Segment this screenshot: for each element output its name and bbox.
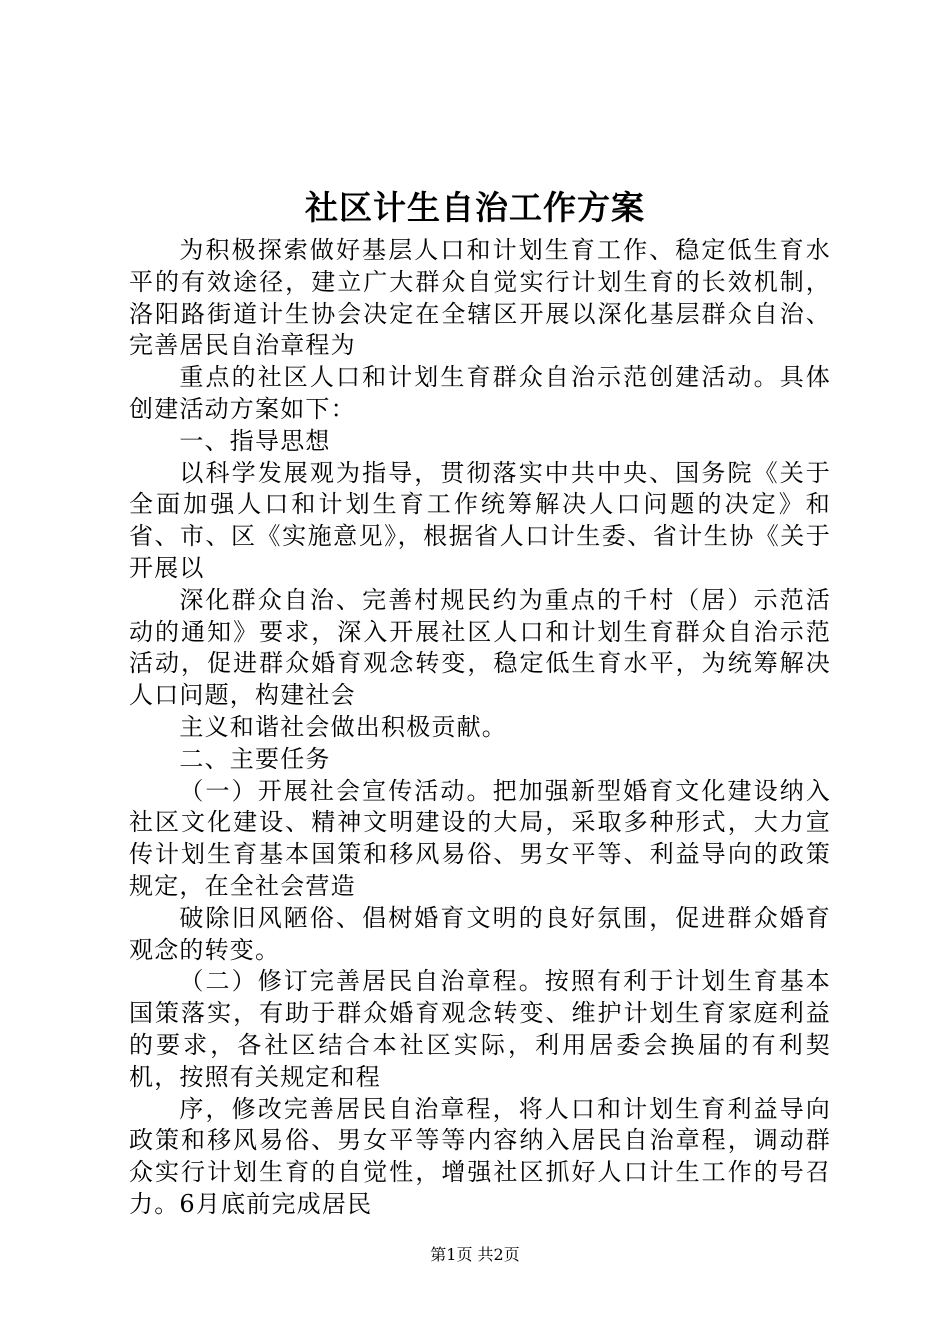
paragraph-task-two: （二）修订完善居民自治章程。按照有利于计划生育基本国策落实，有助于群众婚育观念转变、维护计划生育家庭利益的要求，各社区结合本社区实际，利用居委会换届的有利契机，按照有关规定和程 (129, 967, 831, 1091)
paragraph-task-one-continued: 破除旧风陋俗、倡树婚育文明的良好氛围，促进群众婚育观念的转变。 (129, 903, 831, 964)
paragraph-intro: 为积极探索做好基层人口和计划生育工作、稳定低生育水平的有效途径，建立广大群众自觉实行计划生育的长效机制，洛阳路街道计生协会决定在全辖区开展以深化基层群众自治、完善居民自治章程为 (129, 236, 831, 360)
paragraph-guiding-thought: 以科学发展观为指导，贯彻落实中共中央、国务院《关于全面加强人口和计划生育工作统筹解决人口问题的决定》和省、市、区《实施意见》，根据省人口计生委、省计生协《关于开展以 (129, 458, 831, 582)
section-heading-guiding-thought: 一、指导思想 (179, 426, 331, 455)
page-number-footer: 第1页 共2页 (430, 1245, 520, 1264)
document-title: 社区计生自治工作方案 (305, 188, 645, 227)
document-body (129, 235, 831, 1221)
paragraph-guiding-thought-end: 主义和谐社会做出积极贡献。 (179, 712, 507, 741)
section-heading-main-tasks: 二、主要任务 (179, 744, 331, 773)
paragraph-task-two-continued: 序，修改完善居民自治章程，将人口和计划生育利益导向政策和移风易俗、男女平等等内容纳入居民自治章程，调动群众实行计划生育的自觉性，增强社区抓好人口计生工作的号召力。6月底前完成居民 (129, 1094, 831, 1218)
paragraph-task-one: （一）开展社会宣传活动。把加强新型婚育文化建设纳入社区文化建设、精神文明建设的大局，采取多种形式，大力宣传计划生育基本国策和移风易俗、男女平等、利益导向的政策规定，在全社会营造 (129, 776, 831, 900)
paragraph-intro-continued: 重点的社区人口和计划生育群众自治示范创建活动。具体创建活动方案如下： (129, 363, 831, 423)
paragraph-guiding-thought-continued: 深化群众自治、完善村规民约为重点的千村（居）示范活动的通知》要求，深入开展社区人口和计划生育群众自治示范活动，促进群众婚育观念转变，稳定低生育水平，为统筹解决人口问题，构建社会 (129, 585, 831, 710)
